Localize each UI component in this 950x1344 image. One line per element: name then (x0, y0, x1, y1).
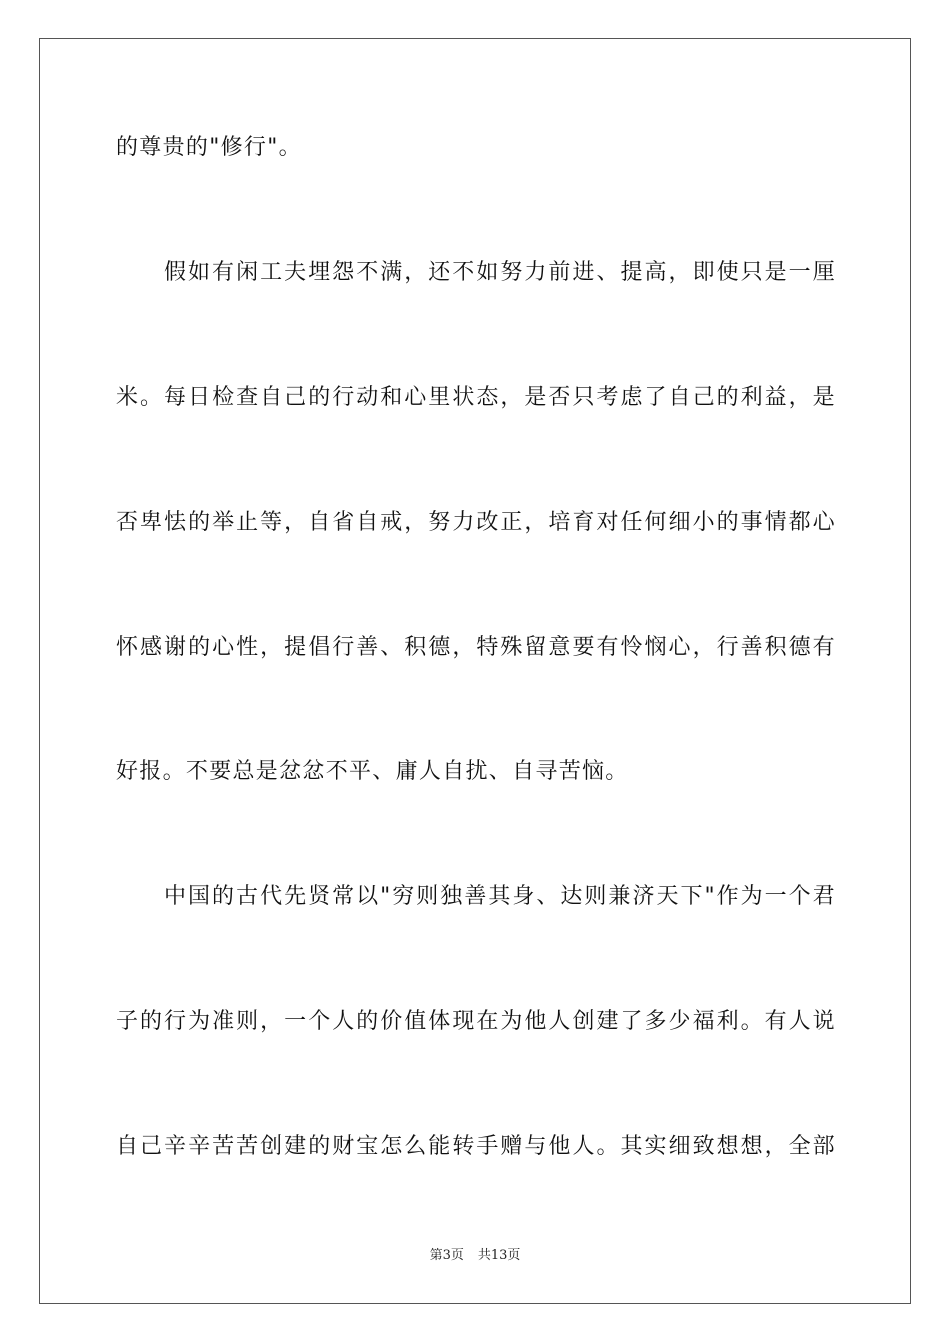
text-line-6: 好报。不要总是忿忿不平、庸人自扰、自寻苦恼。 (116, 759, 629, 784)
text-line-9: 自己辛辛苦苦创建的财宝怎么能转手赠与他人。其实细致想想，全部 (116, 1134, 836, 1159)
text-line-7: 中国的古代先贤常以"穷则独善其身、达则兼济天下"作为一个君 (164, 884, 836, 909)
text-line-3: 米。每日检查自己的行动和心里状态，是否只考虑了自己的利益，是 (116, 385, 836, 410)
page-footer (0, 1248, 950, 1264)
text-line-2: 假如有闲工夫埋怨不满，还不如努力前进、提高，即使只是一厘 (164, 260, 836, 285)
text-line-1: 的尊贵的"修行"。 (116, 135, 302, 160)
page-border (39, 38, 911, 1304)
text-line-4: 否卑怯的举止等，自省自戒，努力改正，培育对任何细小的事情都心 (116, 510, 836, 535)
text-line-5: 怀感谢的心性，提倡行善、积德，特殊留意要有怜悯心，行善积德有 (116, 635, 836, 660)
page-number: 第3页 (429, 1248, 464, 1263)
total-pages: 共13页 (477, 1248, 521, 1263)
text-line-8: 子的行为准则，一个人的价值体现在为他人创建了多少福利。有人说 (116, 1009, 836, 1034)
